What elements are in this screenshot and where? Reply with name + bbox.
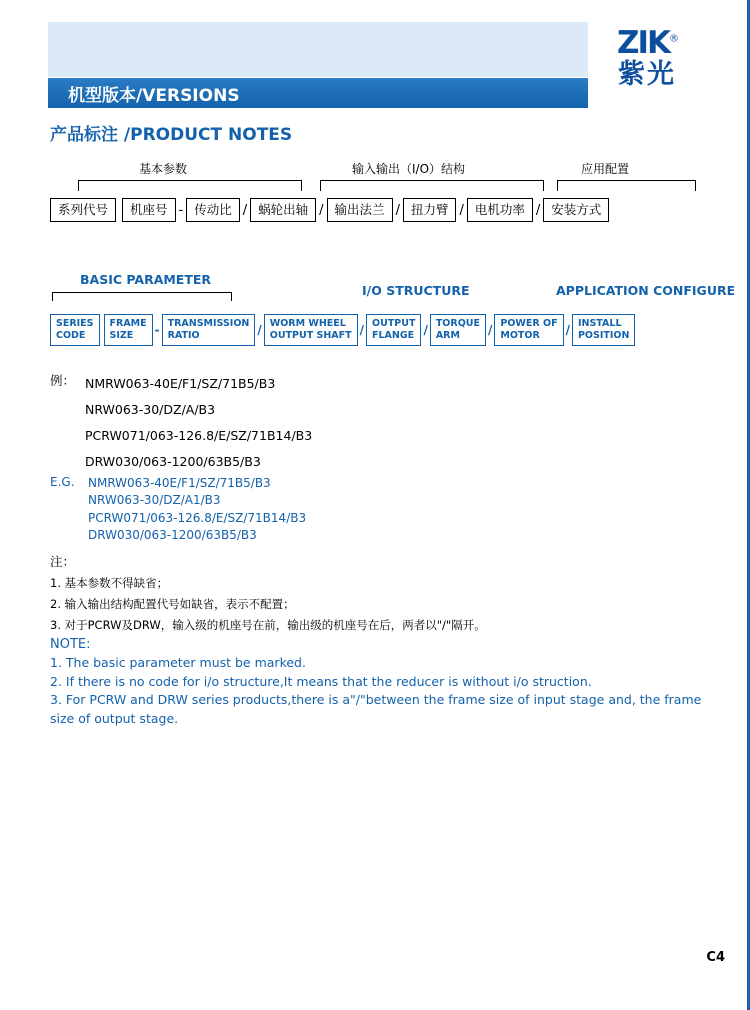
example-cn-item-4: DRW030/063-1200/63B5/B3 xyxy=(85,454,261,469)
cn-box-series-code: 系列代号 xyxy=(50,198,116,222)
en-box-output-flange-line2: FLANGE xyxy=(372,329,415,341)
en-box-frame-size-line1: FRAME xyxy=(109,318,147,329)
en-bracket-left-tick xyxy=(52,292,53,301)
en-bracket-basic-parameter xyxy=(52,292,232,293)
cn-box-power-of-motor: 电机功率 xyxy=(467,198,533,222)
en-box-output-flange xyxy=(366,314,421,346)
notes-en-item-2: 2. If there is no code for i/o structure,It means that the reducer is without i/o struction. xyxy=(50,673,592,689)
example-cn-item-3: PCRW071/063-126.8/E/SZ/71B14/B3 xyxy=(85,428,313,443)
en-sep-3: / xyxy=(359,322,364,337)
example-en-item-2: NRW063-30/DZ/A1/B3 xyxy=(88,493,221,508)
cn-box-frame-size: 机座号 xyxy=(122,198,176,222)
en-box-worm-wheel-output-shaft xyxy=(264,314,358,346)
en-box-install-position-line2: POSITION xyxy=(577,329,630,341)
cn-box-transmission-ratio: 传动比 xyxy=(186,198,240,222)
en-sep-4: / xyxy=(423,322,428,337)
notes-en-title: NOTE: xyxy=(50,637,91,652)
cn-box-output-flange: 输出法兰 xyxy=(327,198,393,222)
en-box-power-of-motor xyxy=(494,314,563,346)
example-en-list xyxy=(88,475,306,544)
en-bracket-right-tick xyxy=(231,292,232,301)
cn-group-label-application-configure: 应用配置 xyxy=(581,162,630,176)
en-box-install-position xyxy=(572,314,635,346)
en-sep-1: - xyxy=(154,322,160,337)
section-title-bar xyxy=(48,78,588,108)
notes-en-list xyxy=(50,654,705,728)
cn-sep-1: - xyxy=(178,202,184,218)
en-group-label-basic-parameter: BASIC PARAMETER xyxy=(80,272,212,287)
logo-chinese-name: 紫光 xyxy=(618,59,676,90)
en-box-worm-wheel-output-shaft-line1: WORM WHEEL xyxy=(269,318,346,329)
registered-trademark-icon: ® xyxy=(669,33,678,45)
en-code-box-row xyxy=(50,314,635,346)
en-group-label-io-structure: I/O STRUCTURE xyxy=(362,283,470,298)
en-box-frame-size xyxy=(104,314,153,346)
en-box-power-of-motor-line2: MOTOR xyxy=(500,329,540,341)
cn-code-box-row xyxy=(50,198,609,222)
cn-sep-5: / xyxy=(459,202,464,218)
en-box-torque-arm-line1: TORQUE xyxy=(435,318,480,329)
bracket-basic-parameter xyxy=(78,180,302,191)
notes-en-item-3: 3. For PCRW and DRW series products,there is a"/"between the frame size of input stage and, the frame size of output stage. xyxy=(50,692,702,726)
en-box-worm-wheel-output-shaft-line2: OUTPUT SHAFT xyxy=(269,329,352,341)
cn-sep-6: / xyxy=(535,202,541,218)
en-box-torque-arm-line2: ARM xyxy=(435,329,460,341)
bracket-io-structure xyxy=(320,180,544,191)
example-en-item-1: NMRW063-40E/F1/SZ/71B5/B3 xyxy=(88,476,271,490)
notes-cn-title: 注： xyxy=(50,554,76,569)
notes-cn-list xyxy=(50,573,710,636)
diagram-cn-group-labels xyxy=(0,160,750,176)
example-en-item-3: PCRW071/063-126.8/E/SZ/71B14/B3 xyxy=(88,510,307,525)
en-box-output-flange-line1: OUTPUT xyxy=(372,318,416,329)
example-cn-item-2: NRW063-30/DZ/A/B3 xyxy=(85,402,216,417)
en-group-label-application-configure: APPLICATION CONFIGURE xyxy=(556,283,736,298)
en-box-transmission-ratio-line2: RATIO xyxy=(167,329,200,341)
page-title: 机型版本/VERSIONS xyxy=(68,85,240,106)
cn-box-torque-arm: 扭力臂 xyxy=(403,198,457,222)
page-subtitle: 产品标注 /PRODUCT NOTES xyxy=(50,125,293,145)
logo-mark xyxy=(587,25,707,61)
example-cn-label: 例： xyxy=(50,373,76,388)
bracket-application-configure xyxy=(557,180,696,191)
example-en-label: E.G. xyxy=(50,475,75,489)
en-box-series-code-line1: SERIES xyxy=(56,318,94,329)
en-box-install-position-line1: INSTALL xyxy=(577,318,622,329)
cn-sep-4: / xyxy=(395,202,400,218)
en-box-frame-size-line2: SIZE xyxy=(109,329,134,341)
example-cn-list xyxy=(85,371,312,475)
en-sep-5: / xyxy=(487,322,493,337)
logo-mark-text: ZIK xyxy=(616,25,670,61)
cn-group-label-basic-parameter: 基本参数 xyxy=(139,162,188,176)
en-box-transmission-ratio xyxy=(162,314,256,346)
notes-cn-item-2: 2. 输入输出结构配置代号如缺省，表示不配置； xyxy=(50,597,295,611)
notes-en-item-1: 1. The basic parameter must be marked. xyxy=(50,655,306,670)
notes-cn-item-3: 3. 对于PCRW及DRW，输入级的机座号在前，输出级的机座号在后，两者以"/"隔开。 xyxy=(50,618,486,632)
en-box-power-of-motor-line1: POWER OF xyxy=(500,318,558,329)
en-box-transmission-ratio-line1: TRANSMISSION xyxy=(167,318,250,329)
notes-cn-item-1: 1. 基本参数不得缺省； xyxy=(50,576,169,590)
en-box-series-code-line2: CODE xyxy=(56,329,86,341)
cn-box-worm-wheel-output-shaft: 蜗轮出轴 xyxy=(250,198,316,222)
cn-sep-3: / xyxy=(319,202,324,218)
en-sep-6: / xyxy=(565,322,570,337)
cn-group-label-io-structure: 输入输出（I/O）结构 xyxy=(352,162,466,176)
example-en-item-4: DRW030/063-1200/63B5/B3 xyxy=(88,527,257,542)
page-number: C4 xyxy=(706,950,725,965)
header-background-band xyxy=(48,22,588,77)
company-logo xyxy=(587,25,707,90)
en-sep-2: / xyxy=(257,322,262,337)
en-box-series-code xyxy=(50,314,100,346)
example-cn-item-1: NMRW063-40E/F1/SZ/71B5/B3 xyxy=(85,376,276,391)
cn-sep-2: / xyxy=(242,202,248,218)
en-box-torque-arm xyxy=(430,314,486,346)
cn-box-install-position: 安装方式 xyxy=(543,198,609,222)
